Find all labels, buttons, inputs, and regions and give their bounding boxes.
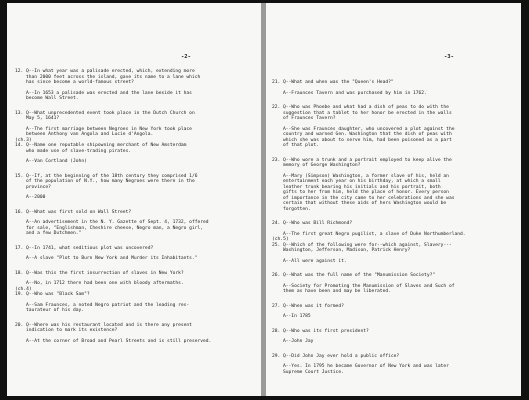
page-number: -3- (444, 54, 454, 60)
question-number (15, 185, 26, 191)
chapter-marker: (ch.4) (15, 286, 32, 292)
answer-text: A--Yes. In 1795 he became Governor of New York and was later (283, 364, 449, 369)
question-line (15, 328, 257, 334)
answer-text: A--All were against it. (283, 258, 347, 264)
question-text: of Fraunces Tavern? (283, 116, 336, 121)
question-number: 18. (15, 270, 24, 276)
question-number: 19. (15, 292, 24, 297)
chapter-marker: (ch.3) (15, 137, 32, 143)
question-text: province? (26, 184, 51, 190)
answer-text: A--An advertisement in the N. Y. Gazette of Sept. 4, 1732, offered (26, 220, 209, 225)
question-number (15, 80, 26, 86)
question-number (272, 248, 283, 254)
answer-text: A--John Jay (283, 339, 314, 344)
question-number (15, 328, 26, 334)
question-number: 26. (272, 273, 281, 278)
question-text: suggestion that a tablet to her honor be erected in the walls (283, 110, 452, 116)
question-line (15, 80, 257, 86)
answer-text: taurateur of his day. (26, 308, 85, 313)
question-number: 28. (272, 328, 281, 334)
question-text: of the population of N.Y., how many Negroes were there in the (26, 179, 195, 184)
question-line (272, 80, 517, 86)
question-line (15, 116, 257, 122)
question-text: Q--What was first sold on Wall Street? (26, 209, 132, 215)
question-text: Q--Who wore a trunk and a portrait employed to keep alive the (283, 157, 452, 163)
question-line (272, 163, 517, 169)
scan-edge-bottom (0, 396, 529, 400)
question-text: Washington, Jefferson, Madison, Patrick Henry? (283, 248, 411, 253)
answer-text: A--The first marriage between Negroes in New York took place (26, 126, 192, 132)
answer-text: A--Mary (Simpson) Washington, a former slave of his, held an (283, 173, 449, 179)
question-text: May 5, 1641? (26, 116, 60, 121)
answer-text: A--2000 (26, 195, 46, 200)
question-number: 25. (272, 242, 281, 248)
question-line (272, 354, 517, 360)
question-number: 24. (272, 221, 281, 226)
question-text: Q--Which of the following were for--which against, Slavery--- (283, 242, 452, 248)
qa-list (7, 69, 261, 344)
answer-text: of that plot. (283, 143, 319, 148)
question-text: Q--When was it formed? (283, 303, 344, 309)
question-line (15, 292, 257, 298)
answer-text: A--Van Cortland (John) (26, 159, 87, 164)
question-line (15, 149, 257, 155)
answer-text: A--In 1653 a palisade was erected and the lane beside it has (26, 90, 192, 96)
question-line (15, 210, 257, 216)
answer-text: which she was about to serve him, had been poisoned as a part (283, 137, 452, 143)
answer-text: A--She was Fraunces daughter, who uncovered a plot against the (283, 126, 455, 132)
answer-text: A--Society for Promoting the Manumission of Slaves and Such of (283, 283, 455, 289)
question-text: Q--What and when was the "Queen's Head?" (283, 80, 394, 85)
answer-text: them as have been and may be liberated. (283, 289, 391, 294)
answer-text: certain that without these aids of hers Washington would be (283, 201, 447, 206)
question-text: memory of George Washington? (283, 163, 361, 168)
answer-text: Supreme Court Justice. (283, 369, 344, 375)
question-number: 12. (15, 69, 24, 74)
qa-list (266, 80, 521, 375)
question-line (15, 271, 257, 277)
question-text: Q--In what year was a palisade erected, which, extending more (26, 69, 195, 74)
answer-text: leather trunk bearing his initials and his portrait, both (283, 184, 441, 190)
question-number: 27. (272, 303, 281, 309)
answer-text: entertainment each year on his birthday, at which a small (283, 179, 441, 184)
question-number: 20. (15, 322, 24, 328)
question-text: Q--In 1741, what seditious plot was uncovered? (26, 245, 154, 251)
question-text: Q--Where was his restaurant located and is there any present (26, 322, 192, 328)
question-line (15, 246, 257, 252)
page-number: -2- (181, 54, 191, 60)
question-text: Q--Was this the first insurrection of slaves in New York? (26, 270, 184, 276)
answer-text: A--Fraunces Tavern and was purchased by him in 1762. (283, 90, 427, 96)
question-line (272, 329, 517, 335)
question-text: Q--If, at the beginning of the 18th century they comprised 1/6 (26, 173, 198, 179)
question-line (272, 273, 517, 279)
answer-text: A--A slave "Plot to Burn New York and Murder its Inhabitants." (26, 256, 198, 261)
question-line (272, 248, 517, 254)
answer-text: and a few Dutchmen." (26, 231, 82, 236)
answer-text: for sale, "Englishman, Cheshire cheese, Negro man, a Negro girl, (26, 225, 204, 231)
question-number (15, 116, 26, 122)
answer-text: gifts to her from him, held the place of honor. Every person (283, 190, 449, 195)
question-line (15, 185, 257, 191)
answer-text: become Wall Street. (26, 96, 79, 101)
question-text: Q--Did John Jay ever hold a public office? (283, 353, 400, 359)
question-text: Q--What unprecedented event took place in the Dutch Church on (26, 110, 195, 116)
question-text: Q--Who was "Black Sam"? (26, 292, 90, 297)
question-number: 22. (272, 105, 281, 110)
answer-text: forgotten. (283, 206, 311, 212)
question-number: 29. (272, 353, 281, 359)
answer-text: A--No, in 1712 there had been one with bloody aftermaths. (26, 281, 184, 286)
question-line (272, 221, 517, 227)
answer-text: A--Sam Fraunces, a noted Negro patriot and the leading res- (26, 302, 190, 308)
question-text: has since become a world-famous street? (26, 80, 134, 85)
question-number (272, 116, 283, 122)
left-page (7, 3, 261, 396)
question-text: Q--Who was Phoebe and what had a dish of peas to do with the (283, 105, 449, 110)
question-number: 21. (272, 80, 281, 85)
question-number: 13. (15, 110, 24, 116)
answer-text: A--At the corner of Broad and Pearl Streets and is still preserved. (26, 338, 212, 344)
question-line (272, 116, 517, 122)
question-text: Q--Who was Bill Richmond? (283, 221, 353, 226)
answer-text: country and warned Gen. Washington that the dish of peas with (283, 132, 452, 137)
chapter-marker: (ch.5) (272, 237, 289, 242)
answer-text: A--In 1785 (283, 314, 311, 319)
question-number: 16. (15, 209, 24, 215)
question-line (272, 304, 517, 310)
question-number: 23. (272, 157, 281, 163)
answer-text: of importance in the city came to her celebrations and she was (283, 195, 455, 201)
question-number: 17. (15, 245, 24, 251)
scan-edge-right (521, 0, 529, 400)
question-number (272, 163, 283, 169)
scan-edge-left (0, 0, 7, 400)
question-text: Q--Who was its first president? (283, 328, 369, 334)
question-number: 15. (15, 173, 24, 179)
question-text: than 2000 feet across the island, gave its name to a lane which (26, 74, 201, 80)
answer-text: A--The first great Negro pugilist, a slave of Duke Northumberland. (283, 231, 466, 237)
question-number: 14. (15, 143, 24, 148)
question-text: Q--Name one reputable shipowning merchant of New Amsterdam (26, 143, 187, 148)
question-text: indication to mark its existence? (26, 328, 118, 333)
right-page (266, 3, 521, 396)
question-text: Q--What was the full name of the "Manumission Society?" (283, 273, 436, 278)
answer-text: between Anthony van Angola and Lucie d'Angola. (26, 132, 154, 137)
question-text: who made use of slave-trading pirates. (26, 148, 132, 154)
question-number (15, 149, 26, 155)
